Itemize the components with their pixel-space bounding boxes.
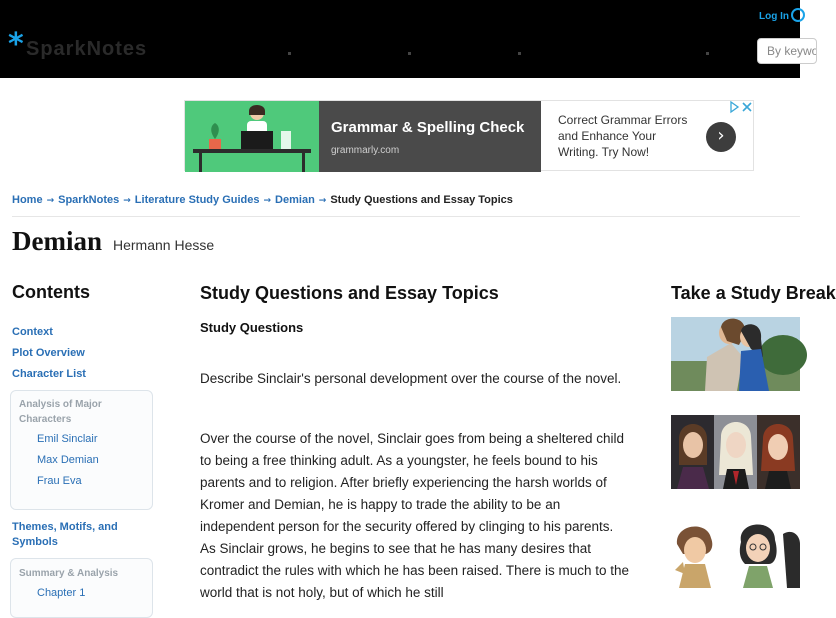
toc-analysis-group <box>10 390 153 510</box>
breadcrumb-current: Study Questions and Essay Topics <box>330 194 513 206</box>
toc-chapter-1[interactable]: Chapter 1 <box>37 587 86 599</box>
study-break-thumbnail[interactable] <box>671 514 800 588</box>
breadcrumb <box>12 194 513 206</box>
breadcrumb-home[interactable]: Home <box>12 194 43 206</box>
nav-separator <box>408 52 411 55</box>
study-break-thumbnail[interactable] <box>671 317 800 391</box>
ad-headline-panel <box>319 101 541 172</box>
arrow-right-icon: → <box>46 196 55 206</box>
site-logo[interactable]: SparkNotes <box>26 38 148 60</box>
study-break-thumbnail[interactable] <box>671 415 800 489</box>
arrow-right-icon: → <box>123 196 131 206</box>
answer-text: Over the course of the novel, Sinclair goes from being a sheltered child to being a free thinking adult. As a youngster, he feels bound to his parents and to religion. After briefly experiencing the harsh worlds of Kromer and Demian, he is happy to trade the ability to be an independent person for the security offered by clinging to his parents. As Sinclair grows, he begins to see that he has many desires that contradict the rules with which he has been raised. There is much to the world that is not holy, but of which he still <box>200 431 629 600</box>
ad-copy: Correct Grammar Errors and Enhance Your Writing. Try Now! <box>558 113 688 159</box>
ad-title: Grammar & Spelling Check <box>331 119 525 136</box>
arrow-right-icon: → <box>318 196 327 206</box>
toc-summary-group <box>10 558 153 618</box>
book-author[interactable]: Hermann Hesse <box>113 237 215 253</box>
toc-context[interactable]: Context <box>12 326 53 338</box>
ad-domain: grammarly.com <box>331 145 400 156</box>
toc-group-label: Analysis of Major Characters <box>19 399 102 425</box>
arrow-right-icon: → <box>263 196 272 206</box>
toc-frau-eva[interactable]: Frau Eva <box>37 475 82 487</box>
divider <box>12 216 800 217</box>
toc-character-list[interactable]: Character List <box>12 368 86 380</box>
logo-asterisk-icon[interactable]: * <box>8 27 24 62</box>
nav-separator <box>706 52 709 55</box>
site-header <box>0 0 800 78</box>
toc-group-label: Summary & Analysis <box>19 568 119 579</box>
breadcrumb-sparknotes[interactable]: SparkNotes <box>58 194 120 206</box>
search-input[interactable] <box>757 38 817 64</box>
study-question: Describe Sinclair's personal development over the course of the novel. <box>200 371 622 386</box>
chevron-right-icon[interactable]: › <box>706 122 736 152</box>
breadcrumb-literature-study-guides[interactable]: Literature Study Guides <box>134 194 260 206</box>
login-link[interactable]: Log In <box>759 11 789 22</box>
toc-plot-overview[interactable]: Plot Overview <box>12 347 85 359</box>
study-break-heading: Take a Study Break <box>671 283 836 303</box>
toc-emil-sinclair[interactable]: Emil Sinclair <box>37 433 98 445</box>
ad-illustration <box>185 101 319 172</box>
subheading: Study Questions <box>200 320 304 335</box>
breadcrumb-demian[interactable]: Demian <box>275 194 315 206</box>
nav-separator <box>288 52 291 55</box>
toc-max-demian[interactable]: Max Demian <box>37 454 99 466</box>
adchoices-icon[interactable] <box>729 101 753 113</box>
contents-heading: Contents <box>12 282 90 302</box>
ad-banner[interactable] <box>184 100 754 171</box>
user-icon[interactable] <box>791 8 805 22</box>
section-heading: Study Questions and Essay Topics <box>200 283 499 303</box>
nav-separator <box>518 52 521 55</box>
page-title: Demian <box>12 226 102 256</box>
toc-themes-motifs-symbols[interactable]: Themes, Motifs, and Symbols <box>12 521 118 548</box>
